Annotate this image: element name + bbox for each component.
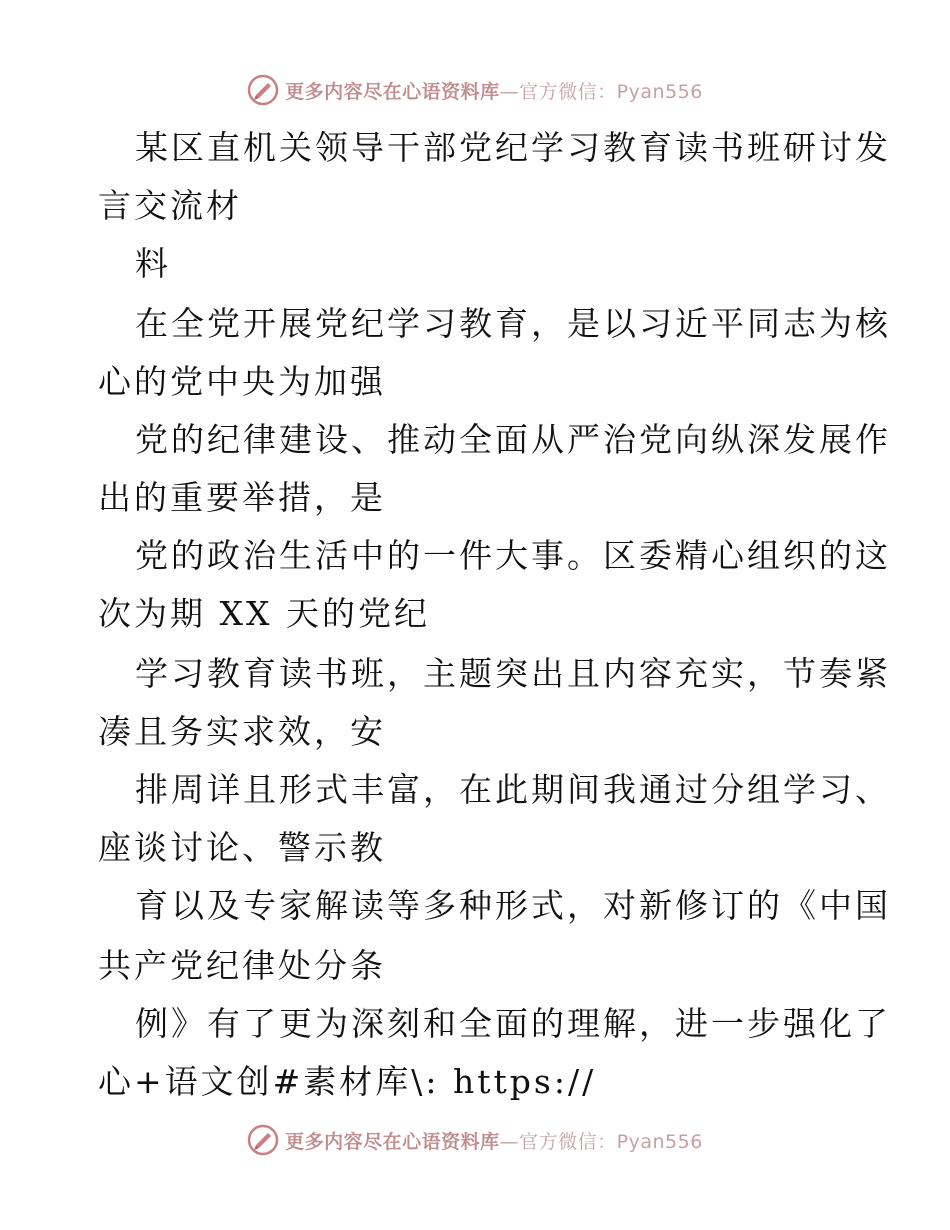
text-line: 言交流材 [98, 186, 242, 225]
text-line: 凑且务实求效，安 [98, 712, 386, 751]
text-line: 心+语文创#素材库\: https:// [98, 1062, 597, 1101]
text-line: 次为期 XX 天的党纪 [98, 594, 430, 633]
header-watermark [0, 70, 950, 110]
text-line: 在全党开展党纪学习教育，是以习近平同志为核 [135, 304, 891, 343]
text-line: 座谈讨论、警示教 [98, 828, 386, 867]
watermark-logo-icon [247, 74, 279, 106]
text-line: 育以及专家解读等多种形式，对新修订的《中国 [135, 886, 891, 925]
text-line: 料 [135, 244, 171, 283]
watermark-text: 更多内容尽在心语资料库—官方微信：Pyan556 [285, 80, 703, 103]
text-line: 党的纪律建设、推动全面从严治党向纵深发展作 [135, 420, 891, 459]
text-line: 某区直机关领导干部党纪学习教育读书班研讨发 [135, 128, 891, 167]
watermark-text: 更多内容尽在心语资料库—官方微信：Pyan556 [285, 1130, 703, 1153]
text-line: 排周详且形式丰富，在此期间我通过分组学习、 [135, 770, 891, 809]
text-line: 例》有了更为深刻和全面的理解，进一步强化了 [135, 1004, 891, 1043]
watermark-logo-icon [247, 1124, 279, 1156]
text-line: 心的党中央为加强 [98, 362, 386, 401]
text-line: 出的重要举措，是 [98, 478, 386, 517]
footer-watermark [0, 1120, 950, 1160]
text-line: 共产党纪律处分条 [98, 946, 386, 985]
text-line: 学习教育读书班，主题突出且内容充实，节奏紧 [135, 654, 891, 693]
text-line: 党的政治生活中的一件大事。区委精心组织的这 [135, 536, 891, 575]
